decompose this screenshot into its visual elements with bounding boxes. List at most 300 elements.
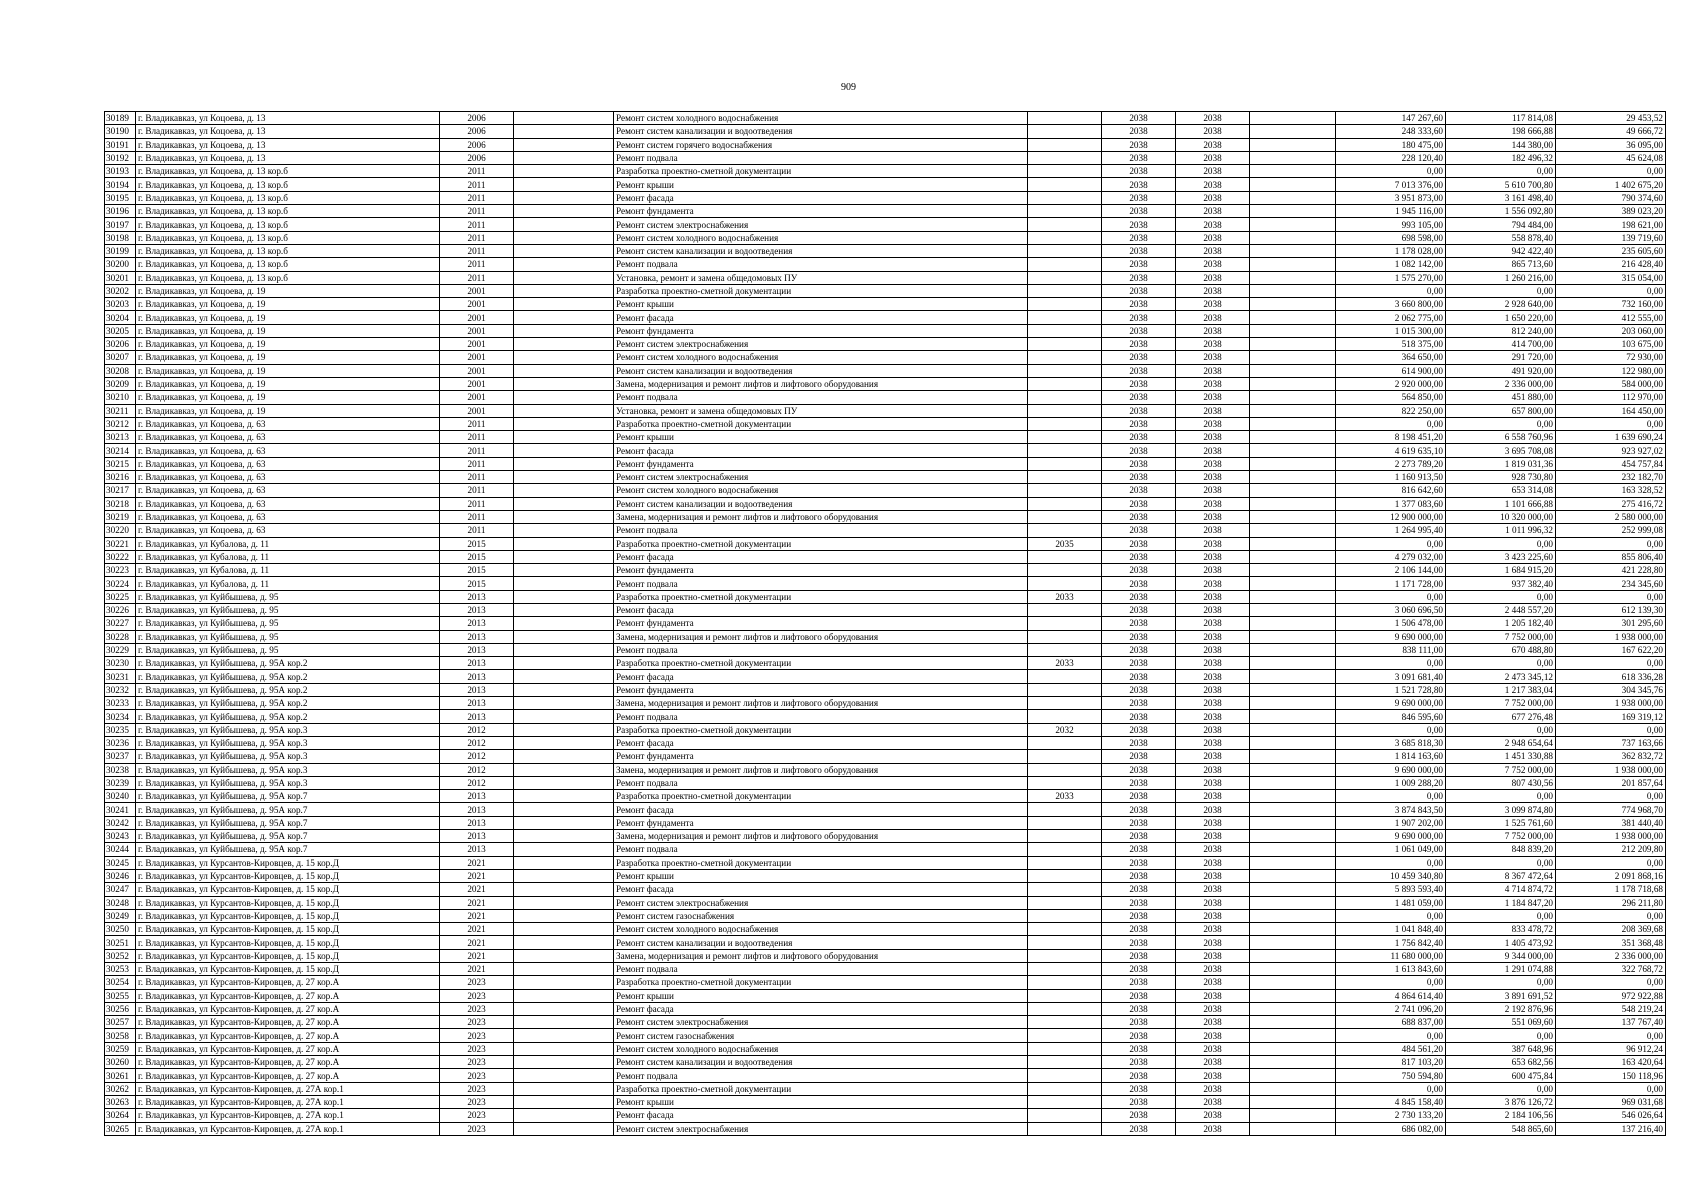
empty-cell — [1250, 244, 1336, 257]
design-year-cell: 2033 — [1028, 590, 1102, 603]
empty-cell — [1250, 790, 1336, 803]
table-row — [105, 697, 1666, 710]
owner-cost-cell: 2 091 868,16 — [1556, 869, 1666, 882]
fund-cost-cell: 1 451 330,88 — [1446, 750, 1556, 763]
address-cell: г. Владикавказ, ул Курсантов-Кировцев, д. 15 кор.Д — [136, 883, 440, 896]
end-year-cell: 2038 — [1176, 750, 1250, 763]
work-type-cell: Ремонт фасада — [614, 1002, 1028, 1015]
total-cost-cell: 248 333,60 — [1336, 125, 1446, 138]
fund-cost-cell: 3 423 225,60 — [1446, 550, 1556, 563]
empty-cell — [514, 963, 614, 976]
owner-cost-cell: 546 026,64 — [1556, 1109, 1666, 1122]
design-year-cell — [1028, 750, 1102, 763]
work-type-cell: Ремонт фасада — [614, 603, 1028, 616]
start-year-cell: 2038 — [1102, 1056, 1176, 1069]
empty-cell — [1250, 1016, 1336, 1029]
fund-cost-cell: 0,00 — [1446, 417, 1556, 430]
end-year-cell: 2038 — [1176, 298, 1250, 311]
build-year-cell: 2011 — [440, 271, 514, 284]
empty-cell — [1250, 1095, 1336, 1108]
build-year-cell: 2021 — [440, 923, 514, 936]
empty-cell — [1250, 1029, 1336, 1042]
design-year-cell — [1028, 1069, 1102, 1082]
empty-cell — [1250, 218, 1336, 231]
build-year-cell: 2023 — [440, 989, 514, 1002]
total-cost-cell: 8 198 451,20 — [1336, 431, 1446, 444]
address-cell: г. Владикавказ, ул Курсантов-Кировцев, д. 15 кор.Д — [136, 963, 440, 976]
work-type-cell: Ремонт систем канализации и водоотведения — [614, 1056, 1028, 1069]
fund-cost-cell: 8 367 472,64 — [1446, 869, 1556, 882]
total-cost-cell: 180 475,00 — [1336, 138, 1446, 151]
fund-cost-cell: 0,00 — [1446, 537, 1556, 550]
address-cell: г. Владикавказ, ул Коцоева, д. 19 — [136, 284, 440, 297]
owner-cost-cell: 275 416,72 — [1556, 497, 1666, 510]
build-year-cell: 2023 — [440, 1042, 514, 1055]
build-year-cell: 2001 — [440, 311, 514, 324]
design-year-cell — [1028, 510, 1102, 523]
total-cost-cell: 750 594,80 — [1336, 1069, 1446, 1082]
owner-cost-cell: 252 999,08 — [1556, 524, 1666, 537]
row-number: 30261 — [105, 1069, 136, 1082]
fund-cost-cell: 0,00 — [1446, 1082, 1556, 1095]
total-cost-cell: 1 009 288,20 — [1336, 776, 1446, 789]
table-row — [105, 1042, 1666, 1055]
end-year-cell: 2038 — [1176, 510, 1250, 523]
end-year-cell: 2038 — [1176, 417, 1250, 430]
empty-cell — [1250, 1056, 1336, 1069]
start-year-cell: 2038 — [1102, 1109, 1176, 1122]
owner-cost-cell: 0,00 — [1556, 1029, 1666, 1042]
design-year-cell — [1028, 697, 1102, 710]
owner-cost-cell: 381 440,40 — [1556, 816, 1666, 829]
fund-cost-cell: 6 558 760,96 — [1446, 431, 1556, 444]
owner-cost-cell: 139 719,60 — [1556, 231, 1666, 244]
design-year-cell — [1028, 338, 1102, 351]
row-number: 30264 — [105, 1109, 136, 1122]
address-cell: г. Владикавказ, ул Коцоева, д. 19 — [136, 298, 440, 311]
end-year-cell: 2038 — [1176, 896, 1250, 909]
fund-cost-cell: 0,00 — [1446, 657, 1556, 670]
fund-cost-cell: 0,00 — [1446, 1029, 1556, 1042]
table-row — [105, 178, 1666, 191]
work-type-cell: Ремонт подвала — [614, 776, 1028, 789]
build-year-cell: 2011 — [440, 244, 514, 257]
table-row — [105, 896, 1666, 909]
design-year-cell — [1028, 1029, 1102, 1042]
start-year-cell: 2038 — [1102, 205, 1176, 218]
start-year-cell: 2038 — [1102, 1095, 1176, 1108]
row-number: 30203 — [105, 298, 136, 311]
design-year-cell — [1028, 284, 1102, 297]
owner-cost-cell: 612 139,30 — [1556, 603, 1666, 616]
owner-cost-cell: 2 580 000,00 — [1556, 510, 1666, 523]
table-row — [105, 311, 1666, 324]
fund-cost-cell: 144 380,00 — [1446, 138, 1556, 151]
empty-cell — [514, 843, 614, 856]
design-year-cell — [1028, 404, 1102, 417]
empty-cell — [514, 1056, 614, 1069]
start-year-cell: 2038 — [1102, 976, 1176, 989]
work-type-cell: Ремонт систем горячего водоснабжения — [614, 138, 1028, 151]
start-year-cell: 2038 — [1102, 710, 1176, 723]
total-cost-cell: 1 506 478,00 — [1336, 617, 1446, 630]
row-number: 30256 — [105, 1002, 136, 1015]
work-type-cell: Ремонт подвала — [614, 391, 1028, 404]
address-cell: г. Владикавказ, ул Коцоева, д. 63 — [136, 431, 440, 444]
row-number: 30245 — [105, 856, 136, 869]
start-year-cell: 2038 — [1102, 417, 1176, 430]
total-cost-cell: 0,00 — [1336, 1082, 1446, 1095]
row-number: 30246 — [105, 869, 136, 882]
empty-cell — [1250, 484, 1336, 497]
address-cell: г. Владикавказ, ул Куйбышева, д. 95А кор.2 — [136, 657, 440, 670]
start-year-cell: 2038 — [1102, 112, 1176, 125]
start-year-cell: 2038 — [1102, 683, 1176, 696]
build-year-cell: 2012 — [440, 723, 514, 736]
work-type-cell: Ремонт крыши — [614, 869, 1028, 882]
end-year-cell: 2038 — [1176, 683, 1250, 696]
total-cost-cell: 4 619 635,10 — [1336, 444, 1446, 457]
end-year-cell: 2038 — [1176, 1029, 1250, 1042]
owner-cost-cell: 0,00 — [1556, 909, 1666, 922]
address-cell: г. Владикавказ, ул Коцоева, д. 19 — [136, 338, 440, 351]
owner-cost-cell: 163 420,64 — [1556, 1056, 1666, 1069]
empty-cell — [514, 471, 614, 484]
empty-cell — [1250, 351, 1336, 364]
row-number: 30237 — [105, 750, 136, 763]
design-year-cell — [1028, 883, 1102, 896]
fund-cost-cell: 291 720,00 — [1446, 351, 1556, 364]
table-row — [105, 564, 1666, 577]
owner-cost-cell: 0,00 — [1556, 723, 1666, 736]
design-year-cell — [1028, 643, 1102, 656]
address-cell: г. Владикавказ, ул Куйбышева, д. 95А кор.3 — [136, 723, 440, 736]
design-year-cell — [1028, 1122, 1102, 1135]
work-type-cell: Ремонт систем электроснабжения — [614, 1016, 1028, 1029]
build-year-cell: 2023 — [440, 1056, 514, 1069]
empty-cell — [514, 949, 614, 962]
address-cell: г. Владикавказ, ул Куйбышева, д. 95А кор.7 — [136, 830, 440, 843]
work-type-cell: Ремонт систем электроснабжения — [614, 1122, 1028, 1135]
empty-cell — [1250, 404, 1336, 417]
row-number: 30240 — [105, 790, 136, 803]
owner-cost-cell: 167 622,20 — [1556, 643, 1666, 656]
owner-cost-cell: 137 216,40 — [1556, 1122, 1666, 1135]
total-cost-cell: 1 160 913,50 — [1336, 471, 1446, 484]
table-row — [105, 750, 1666, 763]
table-row — [105, 1082, 1666, 1095]
address-cell: г. Владикавказ, ул Курсантов-Кировцев, д. 27А кор.1 — [136, 1122, 440, 1135]
start-year-cell: 2038 — [1102, 537, 1176, 550]
empty-cell — [1250, 856, 1336, 869]
address-cell: г. Владикавказ, ул Коцоева, д. 63 — [136, 510, 440, 523]
table-row — [105, 1095, 1666, 1108]
row-number: 30222 — [105, 550, 136, 563]
work-type-cell: Замена, модернизация и ремонт лифтов и лифтового оборудования — [614, 697, 1028, 710]
end-year-cell: 2038 — [1176, 976, 1250, 989]
end-year-cell: 2038 — [1176, 112, 1250, 125]
start-year-cell: 2038 — [1102, 524, 1176, 537]
row-number: 30191 — [105, 138, 136, 151]
fund-cost-cell: 7 752 000,00 — [1446, 763, 1556, 776]
work-type-cell: Ремонт систем электроснабжения — [614, 896, 1028, 909]
table-row — [105, 936, 1666, 949]
fund-cost-cell: 677 276,48 — [1446, 710, 1556, 723]
fund-cost-cell: 2 192 876,96 — [1446, 1002, 1556, 1015]
row-number: 30196 — [105, 205, 136, 218]
start-year-cell: 2038 — [1102, 364, 1176, 377]
owner-cost-cell: 0,00 — [1556, 657, 1666, 670]
empty-cell — [1250, 165, 1336, 178]
total-cost-cell: 686 082,00 — [1336, 1122, 1446, 1135]
total-cost-cell: 1 264 995,40 — [1336, 524, 1446, 537]
design-year-cell — [1028, 869, 1102, 882]
fund-cost-cell: 1 291 074,88 — [1446, 963, 1556, 976]
work-type-cell: Ремонт фундамента — [614, 816, 1028, 829]
total-cost-cell: 3 060 696,50 — [1336, 603, 1446, 616]
design-year-cell — [1028, 151, 1102, 164]
design-year-cell — [1028, 431, 1102, 444]
design-year-cell — [1028, 923, 1102, 936]
work-type-cell: Ремонт фундамента — [614, 617, 1028, 630]
fund-cost-cell: 865 713,60 — [1446, 258, 1556, 271]
design-year-cell — [1028, 298, 1102, 311]
fund-cost-cell: 414 700,00 — [1446, 338, 1556, 351]
end-year-cell: 2038 — [1176, 617, 1250, 630]
fund-cost-cell: 1 525 761,60 — [1446, 816, 1556, 829]
empty-cell — [514, 351, 614, 364]
end-year-cell: 2038 — [1176, 657, 1250, 670]
start-year-cell: 2038 — [1102, 670, 1176, 683]
owner-cost-cell: 790 374,60 — [1556, 191, 1666, 204]
end-year-cell: 2038 — [1176, 1056, 1250, 1069]
address-cell: г. Владикавказ, ул Куйбышева, д. 95А кор.7 — [136, 790, 440, 803]
empty-cell — [514, 417, 614, 430]
empty-cell — [1250, 697, 1336, 710]
row-number: 30232 — [105, 683, 136, 696]
total-cost-cell: 1 171 728,00 — [1336, 577, 1446, 590]
total-cost-cell: 0,00 — [1336, 284, 1446, 297]
build-year-cell: 2012 — [440, 750, 514, 763]
address-cell: г. Владикавказ, ул Коцоева, д. 19 — [136, 311, 440, 324]
end-year-cell: 2038 — [1176, 338, 1250, 351]
owner-cost-cell: 618 336,28 — [1556, 670, 1666, 683]
work-type-cell: Ремонт систем канализации и водоотведения — [614, 364, 1028, 377]
fund-cost-cell: 928 730,80 — [1446, 471, 1556, 484]
start-year-cell: 2038 — [1102, 484, 1176, 497]
end-year-cell: 2038 — [1176, 364, 1250, 377]
work-type-cell: Ремонт фундамента — [614, 564, 1028, 577]
build-year-cell: 2011 — [440, 191, 514, 204]
row-number: 30210 — [105, 391, 136, 404]
address-cell: г. Владикавказ, ул Коцоева, д. 19 — [136, 404, 440, 417]
address-cell: г. Владикавказ, ул Куйбышева, д. 95 — [136, 643, 440, 656]
work-type-cell: Ремонт фасада — [614, 736, 1028, 749]
work-type-cell: Ремонт фасада — [614, 311, 1028, 324]
end-year-cell: 2038 — [1176, 444, 1250, 457]
total-cost-cell: 0,00 — [1336, 537, 1446, 550]
empty-cell — [514, 258, 614, 271]
total-cost-cell: 614 900,00 — [1336, 364, 1446, 377]
build-year-cell: 2013 — [440, 710, 514, 723]
row-number: 30193 — [105, 165, 136, 178]
address-cell: г. Владикавказ, ул Куйбышева, д. 95А кор.2 — [136, 710, 440, 723]
work-type-cell: Ремонт фасада — [614, 803, 1028, 816]
design-year-cell — [1028, 125, 1102, 138]
table-row — [105, 484, 1666, 497]
empty-cell — [1250, 776, 1336, 789]
build-year-cell: 2011 — [440, 258, 514, 271]
start-year-cell: 2038 — [1102, 431, 1176, 444]
build-year-cell: 2013 — [440, 670, 514, 683]
build-year-cell: 2011 — [440, 524, 514, 537]
start-year-cell: 2038 — [1102, 231, 1176, 244]
empty-cell — [1250, 603, 1336, 616]
table-row — [105, 856, 1666, 869]
fund-cost-cell: 937 382,40 — [1446, 577, 1556, 590]
empty-cell — [514, 643, 614, 656]
empty-cell — [514, 577, 614, 590]
address-cell: г. Владикавказ, ул Курсантов-Кировцев, д. 27А кор.1 — [136, 1095, 440, 1108]
build-year-cell: 2011 — [440, 231, 514, 244]
start-year-cell: 2038 — [1102, 657, 1176, 670]
start-year-cell: 2038 — [1102, 1016, 1176, 1029]
owner-cost-cell: 923 927,02 — [1556, 444, 1666, 457]
row-number: 30227 — [105, 617, 136, 630]
address-cell: г. Владикавказ, ул Куйбышева, д. 95А кор.3 — [136, 736, 440, 749]
design-year-cell — [1028, 989, 1102, 1002]
total-cost-cell: 11 680 000,00 — [1336, 949, 1446, 962]
end-year-cell: 2038 — [1176, 404, 1250, 417]
empty-cell — [514, 976, 614, 989]
build-year-cell: 2011 — [440, 417, 514, 430]
owner-cost-cell: 584 000,00 — [1556, 377, 1666, 390]
table-row — [105, 1056, 1666, 1069]
build-year-cell: 2013 — [440, 843, 514, 856]
address-cell: г. Владикавказ, ул Коцоева, д. 19 — [136, 364, 440, 377]
design-year-cell — [1028, 577, 1102, 590]
design-year-cell — [1028, 564, 1102, 577]
address-cell: г. Владикавказ, ул Куйбышева, д. 95А кор.3 — [136, 763, 440, 776]
empty-cell — [1250, 630, 1336, 643]
start-year-cell: 2038 — [1102, 271, 1176, 284]
row-number: 30213 — [105, 431, 136, 444]
empty-cell — [514, 550, 614, 563]
total-cost-cell: 9 690 000,00 — [1336, 630, 1446, 643]
table-row — [105, 125, 1666, 138]
build-year-cell: 2021 — [440, 909, 514, 922]
design-year-cell — [1028, 377, 1102, 390]
owner-cost-cell: 855 806,40 — [1556, 550, 1666, 563]
address-cell: г. Владикавказ, ул Коцоева, д. 63 — [136, 497, 440, 510]
fund-cost-cell: 657 800,00 — [1446, 404, 1556, 417]
build-year-cell: 2013 — [440, 683, 514, 696]
empty-cell — [1250, 537, 1336, 550]
total-cost-cell: 2 106 144,00 — [1336, 564, 1446, 577]
end-year-cell: 2038 — [1176, 471, 1250, 484]
total-cost-cell: 2 920 000,00 — [1336, 377, 1446, 390]
address-cell: г. Владикавказ, ул Курсантов-Кировцев, д. 15 кор.Д — [136, 949, 440, 962]
table-row — [105, 231, 1666, 244]
row-number: 30206 — [105, 338, 136, 351]
total-cost-cell: 2 273 789,20 — [1336, 457, 1446, 470]
start-year-cell: 2038 — [1102, 165, 1176, 178]
empty-cell — [1250, 497, 1336, 510]
start-year-cell: 2038 — [1102, 564, 1176, 577]
address-cell: г. Владикавказ, ул Курсантов-Кировцев, д. 15 кор.Д — [136, 923, 440, 936]
build-year-cell: 2011 — [440, 484, 514, 497]
design-year-cell — [1028, 417, 1102, 430]
empty-cell — [1250, 417, 1336, 430]
empty-cell — [1250, 377, 1336, 390]
work-type-cell: Разработка проектно-сметной документации — [614, 590, 1028, 603]
build-year-cell: 2023 — [440, 1109, 514, 1122]
fund-cost-cell: 0,00 — [1446, 856, 1556, 869]
empty-cell — [1250, 1042, 1336, 1055]
total-cost-cell: 3 660 800,00 — [1336, 298, 1446, 311]
row-number: 30224 — [105, 577, 136, 590]
row-number: 30241 — [105, 803, 136, 816]
address-cell: г. Владикавказ, ул Коцоева, д. 13 кор.б — [136, 218, 440, 231]
empty-cell — [514, 697, 614, 710]
empty-cell — [514, 271, 614, 284]
row-number: 30211 — [105, 404, 136, 417]
empty-cell — [1250, 923, 1336, 936]
address-cell: г. Владикавказ, ул Коцоева, д. 13 кор.б — [136, 244, 440, 257]
end-year-cell: 2038 — [1176, 125, 1250, 138]
start-year-cell: 2038 — [1102, 697, 1176, 710]
address-cell: г. Владикавказ, ул Курсантов-Кировцев, д. 15 кор.Д — [136, 856, 440, 869]
empty-cell — [514, 683, 614, 696]
fund-cost-cell: 670 488,80 — [1446, 643, 1556, 656]
design-year-cell — [1028, 364, 1102, 377]
work-type-cell: Ремонт подвала — [614, 577, 1028, 590]
row-number: 30260 — [105, 1056, 136, 1069]
empty-cell — [514, 510, 614, 523]
empty-cell — [514, 896, 614, 909]
empty-cell — [514, 1122, 614, 1135]
fund-cost-cell: 491 920,00 — [1446, 364, 1556, 377]
design-year-cell — [1028, 231, 1102, 244]
row-number: 30244 — [105, 843, 136, 856]
start-year-cell: 2038 — [1102, 391, 1176, 404]
row-number: 30208 — [105, 364, 136, 377]
design-year-cell — [1028, 816, 1102, 829]
address-cell: г. Владикавказ, ул Кубалова, д. 11 — [136, 550, 440, 563]
address-cell: г. Владикавказ, ул Куйбышева, д. 95А кор.3 — [136, 750, 440, 763]
design-year-cell — [1028, 736, 1102, 749]
build-year-cell: 2001 — [440, 338, 514, 351]
start-year-cell: 2038 — [1102, 963, 1176, 976]
build-year-cell: 2015 — [440, 550, 514, 563]
build-year-cell: 2021 — [440, 896, 514, 909]
table-row — [105, 351, 1666, 364]
address-cell: г. Владикавказ, ул Курсантов-Кировцев, д. 27 кор.А — [136, 989, 440, 1002]
build-year-cell: 2011 — [440, 218, 514, 231]
work-type-cell: Ремонт фундамента — [614, 683, 1028, 696]
total-cost-cell: 0,00 — [1336, 657, 1446, 670]
design-year-cell — [1028, 603, 1102, 616]
table-row — [105, 537, 1666, 550]
owner-cost-cell: 0,00 — [1556, 165, 1666, 178]
row-number: 30263 — [105, 1095, 136, 1108]
build-year-cell: 2023 — [440, 1122, 514, 1135]
build-year-cell: 2013 — [440, 803, 514, 816]
empty-cell — [1250, 457, 1336, 470]
fund-cost-cell: 551 069,60 — [1446, 1016, 1556, 1029]
work-type-cell: Разработка проектно-сметной документации — [614, 1082, 1028, 1095]
work-type-cell: Ремонт систем электроснабжения — [614, 218, 1028, 231]
